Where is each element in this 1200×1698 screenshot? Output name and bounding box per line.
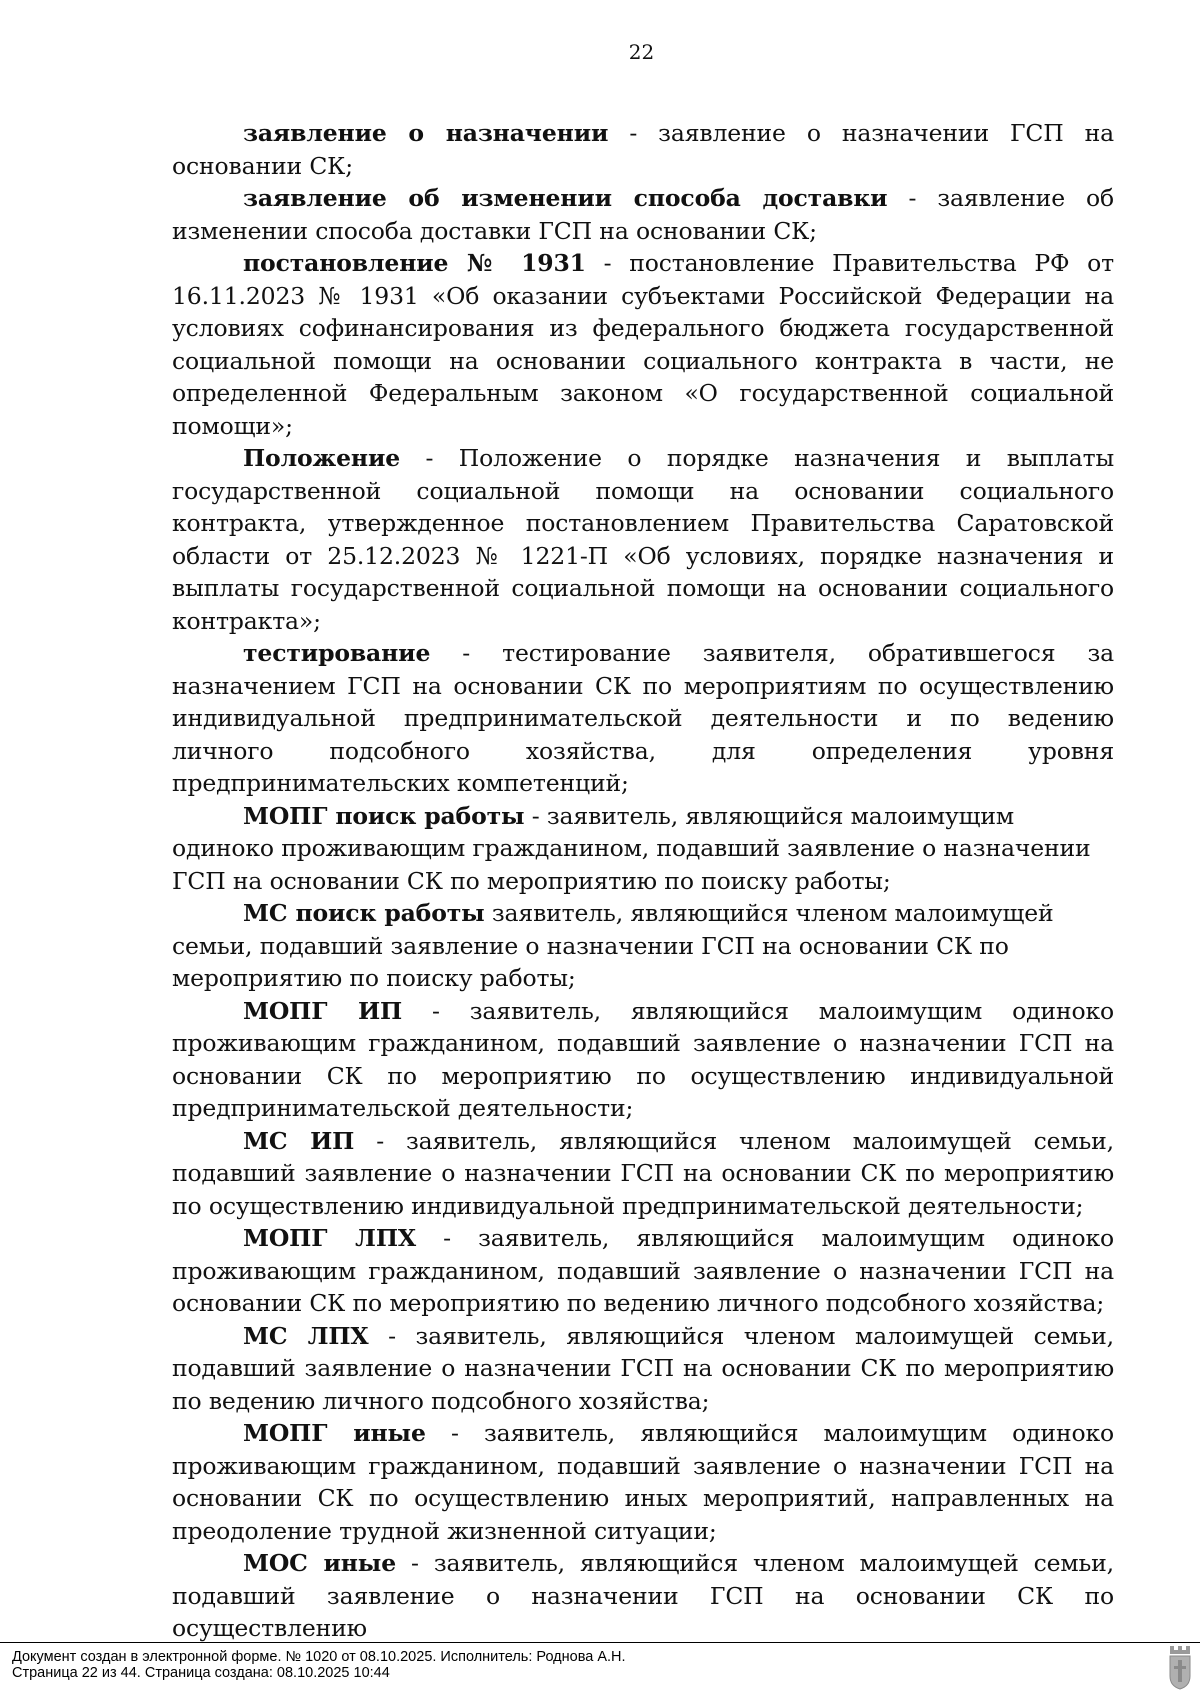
definition-text: заявитель, являющийся малоимущим одиноко проживающим гражданином, подавший заявление о назначении ГСП на основании СК по осуществлению иных мероприятий, направленных на преодоление трудной жизненной ситуации; [172,1419,1114,1545]
footer-info [12,1649,626,1681]
definition-term: МОС иные [243,1549,397,1577]
definition-separator: - [608,119,659,147]
definition-term: МС ЛПХ [243,1321,369,1350]
definition-text: заявитель, являющийся малоимущим одиноко проживающим гражданином, подавший заявление о назначении ГСП на основании СК по мероприятию по ведению личного подсобного хозяйства; [172,1224,1114,1317]
definition-term: заявление об изменении способа доставки [243,184,888,212]
definition-term: тестирование [243,639,431,667]
definition-paragraph [172,117,1114,182]
footer-document-info: Документ создан в электронной форме. № 1020 от 08.10.2025. Исполнитель: Роднова А.Н. [12,1649,626,1665]
definition-text: заявитель, являющийся членом малоимущей семьи, подавший заявление о назначении ГСП на основании СК по осуществлению [172,1549,1114,1642]
definition-separator: - [430,639,503,667]
definition-separator: - [425,1419,484,1447]
document-footer [0,1642,1200,1681]
definition-separator: - [368,1321,416,1350]
definition-text: заявитель, являющийся малоимущим одиноко проживающим гражданином, подавший заявление о назначении ГСП на основании СК по мероприятию по поиску работы; [172,801,1091,895]
definition-text: заявитель, являющийся членом малоимущей семьи, подавший заявление о назначении ГСП на основании СК по мероприятию по ведению личного подсобного хозяйства; [172,1321,1114,1415]
definition-term: заявление о назначении [243,119,609,147]
definition-term: МС поиск работы [243,899,485,927]
definition-term: постановление № 1931 [243,249,586,277]
definition-paragraph [172,995,1114,1125]
definition-separator: - [524,801,547,830]
page-number: 22 [628,40,655,64]
definition-separator: - [354,1126,406,1155]
definition-separator: - [887,184,938,212]
definition-paragraph [172,1222,1114,1320]
definition-term: МОПГ ЛПХ [243,1224,416,1252]
definition-text: заявитель, являющийся членом малоимущей семьи, подавший заявление о назначении ГСП на основании СК по мероприятию по осуществлению индивидуальной предпринимательской деятельности; [172,1126,1114,1220]
definition-separator: - [585,249,630,277]
definition-paragraph [172,800,1114,898]
definition-paragraph [172,1320,1114,1418]
document-body [172,117,1114,1645]
footer-page-info: Страница 22 из 44. Страница создана: 08.10.2025 10:44 [12,1665,390,1681]
definition-text: заявление об изменении способа доставки ГСП на основании СК; [172,184,1114,245]
definition-text: заявитель, являющийся малоимущим одиноко проживающим гражданином, подавший заявление о назначении ГСП на основании СК по мероприятию по осуществлению индивидуальной предпринимательской деятельности; [172,996,1114,1122]
definition-term: МОПГ ИП [243,996,403,1025]
definition-paragraph [172,637,1114,800]
definition-text: заявитель, являющийся членом малоимущей семьи, подавший заявление о назначении ГСП на основании СК по мероприятию по поиску работы; [172,899,1054,992]
definition-paragraph [172,1417,1114,1547]
definition-text: Положение о порядке назначения и выплаты государственной социальной помощи на основании социального контракта, утвержденное постановлением Правительства Саратовской области от 25.12.2023 № 1221-П «Об условиях, порядке назначения и выплаты государственной социальной помощи на основании социального контракта»; [172,444,1114,635]
definition-text: заявление о назначении ГСП на основании СК; [172,119,1115,180]
definition-text: постановление Правительства РФ от 16.11.2023 № 1931 «Об оказании субъектами Российской Федерации на условиях софинансирования из федерального бюджета государственной социальной помощи на основании социального контракта в части, не определенной Федеральным законом «О государственной социальной помощи»; [172,249,1114,440]
definition-paragraph [172,1547,1114,1645]
definition-term: Положение [243,444,401,472]
definition-separator [485,899,492,927]
definition-separator: - [400,444,459,472]
definition-text: тестирование заявителя, обратившегося за назначением ГСП на основании СК по мероприятиям по осуществлению индивидуальной предпринимательской деятельности и по ведению личного подсобного хозяйства, для определения уровня предпринимательских компетенций; [172,639,1114,797]
definition-paragraph [172,247,1114,442]
definition-term: МОПГ поиск работы [243,801,525,830]
definition-term: МОПГ иные [243,1419,426,1447]
definition-separator: - [402,996,470,1025]
definition-separator: - [415,1224,479,1252]
definition-separator: - [396,1549,434,1577]
definition-term: МС ИП [243,1126,355,1155]
definition-paragraph [172,182,1114,247]
coat-of-arms-icon [1168,1646,1192,1690]
definition-paragraph [172,442,1114,637]
definition-paragraph [172,897,1114,995]
definition-paragraph [172,1125,1114,1223]
